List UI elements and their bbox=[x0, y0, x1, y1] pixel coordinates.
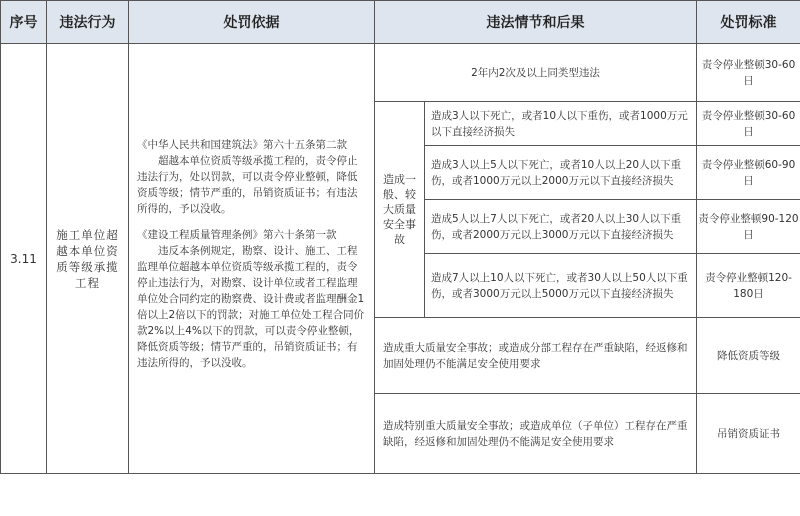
penalty-cell: 责令停业整顿120-180日 bbox=[697, 254, 800, 318]
penalty-cell: 责令停业整顿90-120日 bbox=[697, 200, 800, 254]
circumstance-cell: 造成重大质量安全事故；或造成分部工程存在严重缺陷，经返修和加固处理仍不能满足安全使用要求 bbox=[375, 318, 697, 394]
header-seq: 序号 bbox=[1, 1, 47, 44]
header-row bbox=[1, 1, 800, 44]
circumstance-cell: 2年内2次及以上同类型违法 bbox=[375, 44, 697, 102]
penalty-cell: 责令停业整顿30-60日 bbox=[697, 102, 800, 146]
circumstance-cell: 造成3人以下死亡，或者10人以下重伤，或者1000万元以下直接经济损失 bbox=[425, 102, 697, 146]
header-basis: 处罚依据 bbox=[129, 1, 375, 44]
law2-text: 违反本条例规定，勘察、设计、施工、工程监理单位超越本单位资质等级承揽工程的，责令停止违法行为，对勘察、设计单位或者工程监理单位处合同约定的勘察费、设计费或者监理酬金1倍以上2倍以下的罚款；对施工单位处工程合同价款2%以上4%以下的罚款，可以责令停业整顿，降低资质等级；情节严重的，吊销资质证书；有违法所得的，予以没收。 bbox=[137, 244, 365, 369]
law1-title: 《中华人民共和国建筑法》第六十五条第二款 bbox=[137, 138, 347, 151]
circumstance-cell: 造成特别重大质量安全事故；或造成单位（子单位）工程存在严重缺陷，经返修和加固处理仍不能满足安全使用要求 bbox=[375, 394, 697, 474]
basis-cell bbox=[129, 44, 375, 474]
action-cell: 施工单位超越本单位资质等级承揽工程 bbox=[47, 44, 129, 474]
circumstance-cell: 造成5人以上7人以下死亡，或者20人以上30人以下重伤，或者2000万元以上3000万元以下直接经济损失 bbox=[425, 200, 697, 254]
category-cell: 造成一般、较大质量安全事故 bbox=[375, 102, 425, 318]
circumstance-cell: 造成7人以上10人以下死亡，或者30人以上50人以下重伤，或者3000万元以上5000万元以下直接经济损失 bbox=[425, 254, 697, 318]
penalty-cell: 责令停业整顿60-90日 bbox=[697, 146, 800, 200]
table-row bbox=[1, 44, 800, 102]
penalty-cell: 吊销资质证书 bbox=[697, 394, 800, 474]
header-circumstance: 违法情节和后果 bbox=[375, 1, 697, 44]
header-penalty: 处罚标准 bbox=[697, 1, 800, 44]
circumstance-cell: 造成3人以上5人以下死亡，或者10人以上20人以下重伤，或者1000万元以上2000万元以下直接经济损失 bbox=[425, 146, 697, 200]
penalty-cell: 降低资质等级 bbox=[697, 318, 800, 394]
penalty-cell: 责令停业整顿30-60日 bbox=[697, 44, 800, 102]
law1-text: 超越本单位资质等级承揽工程的，责令停止违法行为，处以罚款，可以责令停业整顿，降低资质等级；情节严重的，吊销资质证书；有违法所得的，予以没收。 bbox=[137, 154, 358, 215]
header-action: 违法行为 bbox=[47, 1, 129, 44]
seq-cell: 3.11 bbox=[1, 44, 47, 474]
law2-title: 《建设工程质量管理条例》第六十条第一款 bbox=[137, 228, 337, 241]
